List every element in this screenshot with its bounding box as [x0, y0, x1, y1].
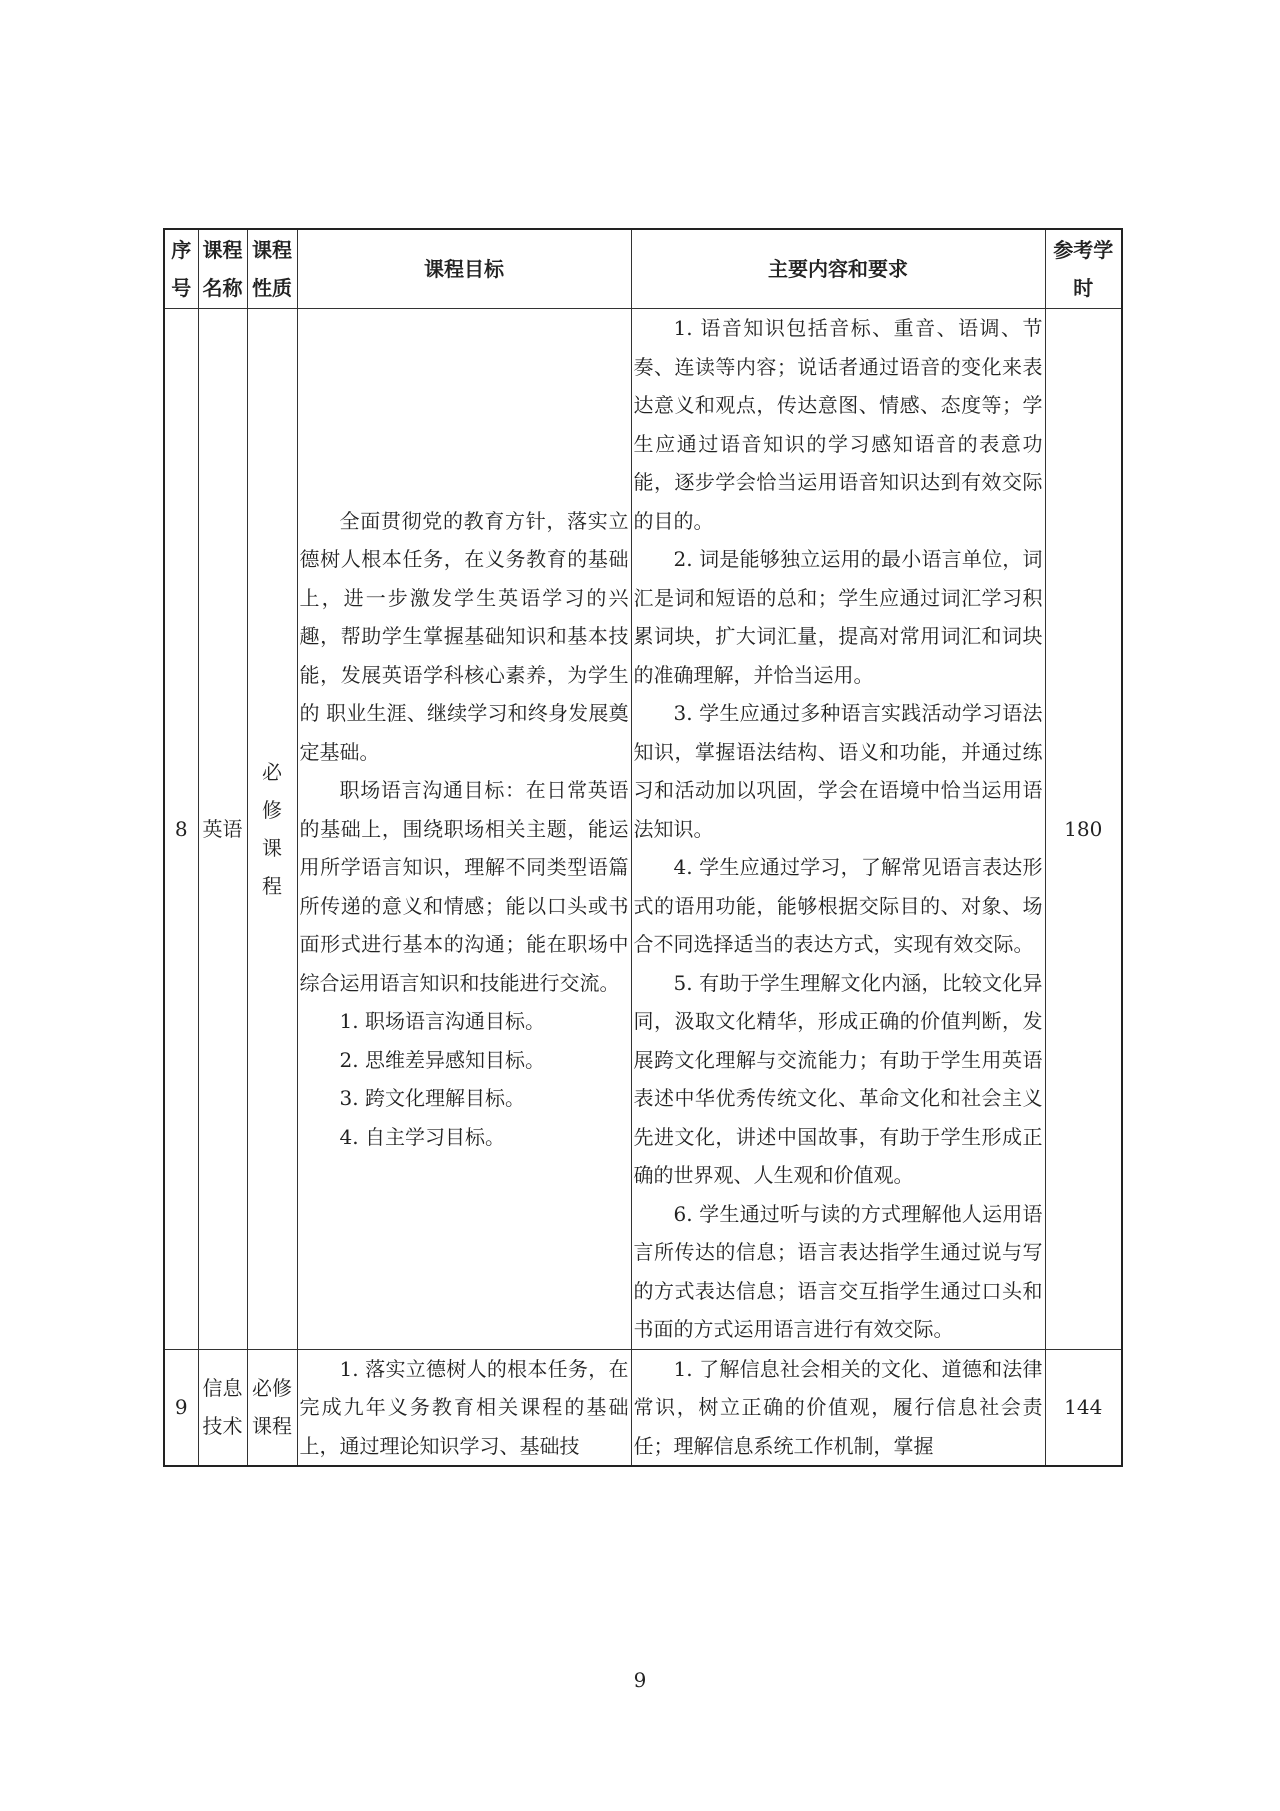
nature-char: 必: [262, 759, 282, 784]
row-seq: 8: [164, 309, 198, 1350]
name-line: 技术: [202, 1414, 243, 1439]
row-course-name: 英语: [198, 309, 247, 1350]
content-paragraph: 1. 语音知识包括音标、重音、语调、节奏、连读等内容；说话者通过语音的变化来表达意义和观点，传达意图、情感、态度等；学生应通过语音知识的学习感知语音的表意功能，逐步学会恰当运用语音知识达到有效交际的目的。: [633, 316, 1043, 533]
row-course-name: [198, 1349, 247, 1466]
row-course-nature: [247, 309, 297, 1350]
content-paragraph: 6. 学生通过听与读的方式理解他人运用语言所传达的信息；语言表达指学生通过说与写的方式表达信息；语言交互指学生通过口头和书面的方式运用语言进行有效交际。: [633, 1201, 1043, 1341]
table-row: [164, 309, 1122, 1350]
nature-char: 程: [262, 873, 282, 898]
nature-line: 课程: [252, 1414, 292, 1439]
row-content: [631, 1349, 1045, 1466]
content-paragraph: 2. 词是能够独立运用的最小语言单位，词汇是词和短语的总和；学生应通过词汇学习积累词块，扩大词汇量，提高对常用词汇和词块的准确理解，并恰当运用。: [633, 547, 1043, 687]
goal-item: 1. 职场语言沟通目标。: [339, 1009, 545, 1033]
goal-paragraph: 全面贯彻党的教育方针，落实立德树人根本任务，在义务教育的基础上，进一步激发学生英语学习的兴趣，帮助学生掌握基础知识和基本技能，发展英语学科核心素养，为学生的 职业生涯、继续学习和终身发展奠定基础。: [299, 508, 629, 764]
content-paragraph: 5. 有助于学生理解文化内涵，比较文化异同，汲取文化精华，形成正确的价值判断，发展跨文化理解与交流能力；有助于学生用英语表述中华优秀传统文化、革命文化和社会主义先进文化，讲述中国故事，有助于学生形成正确的世界观、人生观和价值观。: [633, 970, 1043, 1187]
name-line: 信息: [202, 1376, 243, 1401]
nature-char: 课: [262, 835, 282, 860]
row-course-nature: [247, 1349, 297, 1466]
table-row: [164, 1349, 1122, 1466]
page-number: 9: [633, 1668, 647, 1692]
goal-item: 4. 自主学习目标。: [339, 1124, 505, 1149]
header-seq: 序号: [164, 229, 198, 309]
table-header-row: [164, 229, 1122, 309]
nature-char: 修: [262, 797, 282, 822]
row-hours: 144: [1045, 1349, 1122, 1466]
curriculum-table: [163, 228, 1123, 1467]
content-paragraph: 4. 学生应通过学习，了解常见语言表达形式的语用功能，能够根据交际目的、对象、场合不同选择适当的表达方式，实现有效交际。: [633, 855, 1043, 956]
header-hours: 参考学时: [1045, 229, 1122, 309]
header-course-name: 课程名称: [198, 229, 247, 309]
header-course-goal: 课程目标: [297, 229, 631, 309]
header-course-nature: 课程性质: [247, 229, 297, 309]
row-course-goal: [297, 1349, 631, 1466]
row-content: [631, 309, 1045, 1350]
goal-paragraph: 1. 落实立德树人的根本任务，在完成九年义务教育相关课程的基础上，通过理论知识学习、基础技: [299, 1356, 629, 1458]
goal-paragraph: 职场语言沟通目标：在日常英语的基础上，围绕职场相关主题，能运用所学语言知识，理解不同类型语篇所传递的意义和情感；能以口头或书面形式进行基本的沟通；能在职场中综合运用语言知识和技能进行交流。: [299, 778, 629, 995]
goal-item: 3. 跨文化理解目标。: [339, 1086, 525, 1110]
row-course-goal: [297, 309, 631, 1350]
content-paragraph: 3. 学生应通过多种语言实践活动学习语法知识，掌握语法结构、语义和功能，并通过练习和活动加以巩固，学会在语境中恰当运用语法知识。: [633, 701, 1043, 841]
row-seq: 9: [164, 1349, 198, 1466]
row-hours: 180: [1045, 309, 1122, 1350]
nature-line: 必修: [252, 1376, 292, 1401]
header-content: 主要内容和要求: [631, 229, 1045, 309]
content-paragraph: 1. 了解信息社会相关的文化、道德和法律常识，树立正确的价值观，履行信息社会责任；理解信息系统工作机制，掌握: [633, 1356, 1043, 1458]
goal-item: 2. 思维差异感知目标。: [339, 1047, 545, 1072]
